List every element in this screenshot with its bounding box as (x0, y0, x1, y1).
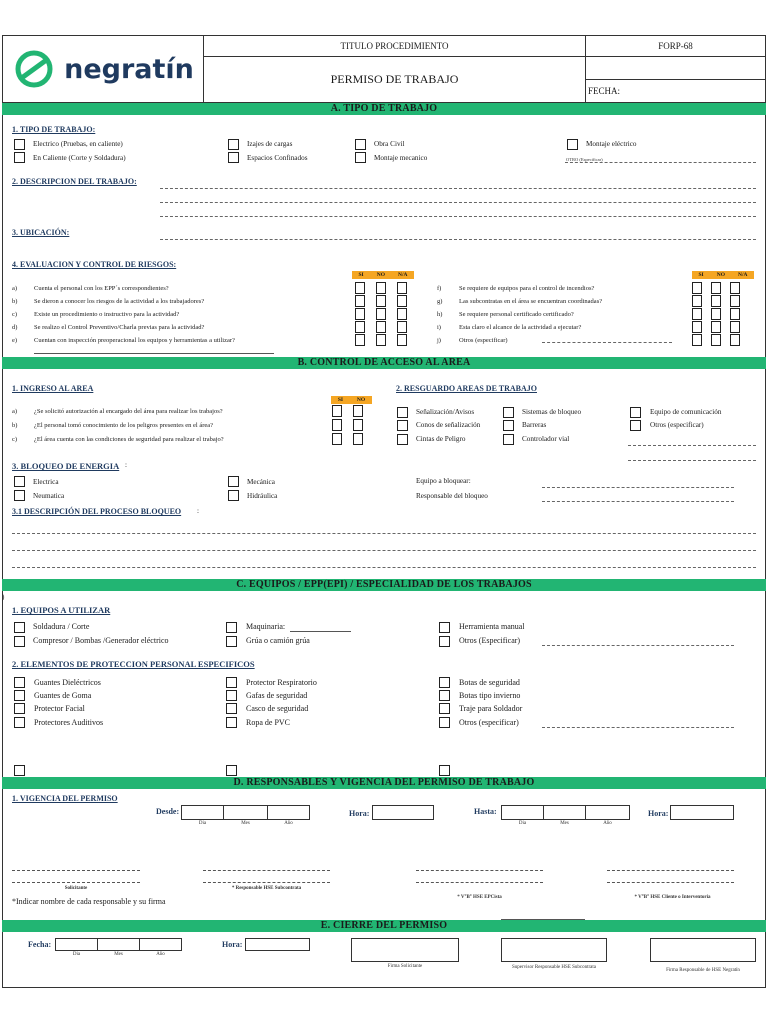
answer-checkbox[interactable] (397, 321, 407, 333)
sig-hse-subcontrata-line (203, 882, 330, 883)
checkbox-soldadura[interactable] (14, 622, 25, 633)
ano-label: Año (284, 821, 293, 826)
option-label: Electrica (33, 478, 59, 486)
sig-hse-epcista-line (416, 882, 543, 883)
checkbox-compresor[interactable] (14, 636, 25, 647)
option-label: Neumatica (33, 492, 65, 500)
otro-label: OTRO (Especificar) (566, 157, 603, 162)
checkbox-montaje-electrico[interactable] (567, 139, 578, 150)
epp-checkbox[interactable] (226, 717, 237, 728)
checkbox-electrica[interactable] (14, 476, 25, 487)
option-label: Otros (Especificar) (459, 636, 521, 645)
option-label: Otros (especificar) (650, 421, 704, 429)
ubicacion-field[interactable] (160, 228, 756, 240)
vigencia-heading: 1. VIGENCIA DEL PERMISO (12, 794, 118, 803)
checkbox-confinados[interactable] (228, 152, 239, 163)
question-text: Cuentan con inspección preoperacional los equipos y herramientas a utilizar? (34, 337, 235, 344)
tipo-heading: 1. TIPO DE TRABAJO: (12, 125, 96, 134)
section-e-bar: E. CIERRE DEL PERMISO (2, 920, 766, 932)
sig-hse-subcontrata-label: * Responsable HSE Subcontrata (231, 886, 302, 891)
checkbox-extra-1[interactable] (14, 765, 25, 776)
option-label: Izajes de cargas (247, 140, 293, 148)
epp-label: Guantes Dieléctricos (34, 678, 101, 687)
question-key: a) (12, 408, 18, 415)
checkbox-otros-resguardo[interactable] (630, 420, 641, 431)
question-text: ¿El área cuenta con las condiciones de seguridad para realizar el trabajo? (34, 436, 224, 443)
descripcion-field-1[interactable] (160, 177, 756, 189)
answer-checkbox[interactable] (730, 295, 740, 307)
answer-checkbox[interactable] (376, 334, 386, 346)
answer-checkbox[interactable] (711, 282, 721, 294)
answer-checkbox[interactable] (355, 282, 365, 294)
answer-checkbox[interactable] (376, 321, 386, 333)
col-no: NO (356, 397, 366, 403)
epp-checkbox[interactable] (14, 717, 25, 728)
sig-hse-cliente[interactable] (607, 843, 734, 871)
option-label: Herramienta manual (459, 622, 525, 631)
maquinaria-field[interactable] (290, 631, 351, 632)
bloqueo-desc-colon: : (197, 507, 199, 515)
mes-label: Mes (241, 821, 250, 826)
epp-otros-field[interactable] (542, 716, 734, 728)
option-label: Señalización/Avisos (416, 408, 475, 416)
otros-especificar-field[interactable] (542, 332, 672, 343)
option-label: Grúa o camión grúa (246, 636, 310, 645)
checkbox-mecanica[interactable] (228, 476, 239, 487)
option-label: Electrico (Pruebas, en caliente) (33, 140, 123, 148)
desde-label: Desde: (156, 807, 180, 816)
epp-label: Gafas de seguridad (246, 691, 308, 700)
equipos-heading: 1. EQUIPOS A UTILIZAR (12, 605, 111, 615)
brand-name: negratín (64, 53, 194, 85)
question-key: j) (437, 337, 441, 344)
responsable-field[interactable] (542, 490, 734, 502)
resguardo-heading: 2. RESGUARDO AREAS DE TRABAJO (396, 384, 537, 393)
epp-label: Protector Respiratorio (246, 678, 317, 687)
checkbox-maquinaria[interactable] (226, 622, 237, 633)
option-label: Sistemas de bloqueo (522, 408, 582, 416)
col-si: SI (698, 272, 704, 278)
question-text: Las subcontratas en el área se encuentran coordinadas? (459, 298, 603, 305)
question-key: d) (12, 324, 18, 331)
descripcion-heading: 2. DESCRIPCION DEL TRABAJO: (12, 177, 137, 186)
ano-label: Año (603, 821, 612, 826)
option-label: Hidráulica (247, 492, 278, 500)
answer-checkbox[interactable] (355, 334, 365, 346)
sig-hse-subcontrata[interactable] (203, 843, 330, 871)
answer-checkbox[interactable] (711, 308, 721, 320)
answer-checkbox[interactable] (355, 295, 365, 307)
answer-checkbox[interactable] (711, 321, 721, 333)
question-key: c) (12, 436, 18, 443)
question-key: e) (12, 337, 18, 344)
answer-checkbox[interactable] (730, 308, 740, 320)
question-key: b) (12, 298, 18, 305)
answer-checkbox[interactable] (692, 295, 702, 307)
checkbox-montaje-mecanico[interactable] (355, 152, 366, 163)
epp-checkbox[interactable] (14, 677, 25, 688)
bloqueo-colon: : (125, 461, 127, 469)
answer-checkbox[interactable] (376, 308, 386, 320)
bloqueo-desc-field-1[interactable] (12, 520, 756, 534)
firma-negratin-label: Firma Responsable de HSE Negratín (666, 968, 740, 973)
option-label: Equipo de comunicación (650, 408, 722, 416)
cierre-hora-field[interactable] (245, 938, 310, 951)
page-title: PERMISO DE TRABAJO (203, 56, 586, 103)
question-text: Esta claro el alcance de la actividad a ejecutar? (459, 324, 582, 331)
question-key: b) (12, 422, 18, 429)
hasta-mes-field[interactable] (543, 805, 586, 820)
hora-label: Hora: (648, 809, 669, 818)
ano-label: Año (156, 952, 165, 957)
checkbox-extra-3[interactable] (439, 765, 450, 776)
col-na: N/A (397, 272, 408, 278)
desde-mes-field[interactable] (223, 805, 268, 820)
cierre-hora-label: Hora: (222, 940, 243, 949)
option-label: En Caliente (Corte y Soldadura) (33, 154, 126, 162)
answer-checkbox[interactable] (332, 405, 342, 417)
hasta-dia-field[interactable] (501, 805, 544, 820)
checkbox-izajes[interactable] (228, 139, 239, 150)
firma-negratin-box[interactable] (650, 938, 756, 962)
mes-label: Mes (114, 952, 123, 957)
checkbox-caliente[interactable] (14, 152, 25, 163)
resguardo-otros-field-1[interactable] (628, 434, 756, 446)
checkbox-barreras[interactable] (503, 420, 514, 431)
answer-checkbox[interactable] (355, 308, 365, 320)
col-si: SI (358, 272, 364, 278)
epp-checkbox[interactable] (14, 690, 25, 701)
section-d-bar: D. RESPONSABLES Y VIGENCIA DEL PERMISO DE TRABAJO (2, 777, 766, 789)
ubicacion-heading: 3. UBICACIÓN: (12, 228, 70, 237)
answer-checkbox[interactable] (692, 321, 702, 333)
firma-supervisor-box[interactable] (501, 938, 607, 962)
desde-dia-field[interactable] (181, 805, 224, 820)
doc-code: FORP-68 (585, 35, 766, 57)
checkbox-hidraulica[interactable] (228, 490, 239, 501)
negratin-logo-icon (12, 49, 58, 89)
firma-solicitante-box[interactable] (351, 938, 459, 962)
epp-label: Otros (especificar) (459, 718, 519, 727)
section-a-bar: A. TIPO DE TRABAJO (2, 103, 766, 115)
dia-label: Dia (518, 821, 527, 826)
section-c-bar: C. EQUIPOS / EPP(EPI) / ESPECIALIDAD DE LOS TRABAJOS (2, 579, 766, 591)
answer-checkbox[interactable] (397, 308, 407, 320)
hasta-label: Hasta: (474, 807, 497, 816)
cierre-dia-field[interactable] (55, 938, 98, 951)
option-label: Cintas de Peligro (416, 435, 466, 443)
dia-label: Dia (72, 952, 81, 957)
epp-label: Botas tipo invierno (459, 691, 521, 700)
col-si: SI (337, 397, 344, 403)
option-label: Soldadura / Corte (33, 622, 90, 631)
answer-checkbox[interactable] (353, 405, 363, 417)
riesgos-left-header (352, 271, 414, 279)
answer-checkbox[interactable] (692, 334, 702, 346)
epp-checkbox[interactable] (439, 703, 450, 714)
firma-solicitante-label: Firma Solicitante (387, 964, 423, 969)
question-key: h) (437, 311, 443, 318)
question-text: Se realizo el Control Preventivo/Charla previas para la actividad? (34, 324, 205, 331)
epp-heading: 2. ELEMENTOS DE PROTECCION PERSONAL ESPECIFICOS (12, 659, 255, 669)
option-label: Obra Civil (374, 140, 405, 148)
dia-label: Dia (198, 821, 207, 826)
riesgos-underline (34, 353, 274, 354)
question-key: c) (12, 311, 18, 318)
sig-hse-epcista-label: * V°B° HSE EPCista (457, 895, 502, 900)
col-no: NO (376, 272, 385, 278)
answer-checkbox[interactable] (692, 282, 702, 294)
answer-checkbox[interactable] (397, 282, 407, 294)
sig-hse-epcista[interactable] (416, 843, 543, 871)
question-key: g) (437, 298, 443, 305)
checkbox-cintas[interactable] (397, 434, 408, 445)
answer-checkbox[interactable] (730, 282, 740, 294)
epp-label: Traje para Soldador (459, 704, 523, 713)
section-b-bar: B. CONTROL DE ACCESO AL AREA (2, 357, 766, 369)
epp-label: Botas de seguridad (459, 678, 520, 687)
question-key: f) (437, 285, 442, 292)
col-na: N/A (737, 272, 748, 278)
cierre-fecha-label: Fecha: (28, 940, 52, 949)
question-text: Otros (especificar) (459, 337, 508, 344)
checkbox-grua[interactable] (226, 636, 237, 647)
answer-checkbox[interactable] (711, 295, 721, 307)
riesgos-right-header (692, 271, 754, 279)
hora-label: Hora: (349, 809, 370, 818)
checkbox-obra-civil[interactable] (355, 139, 366, 150)
option-label: Maquinaria: (246, 622, 286, 631)
responsable-label: Responsable del bloqueo (416, 492, 488, 500)
equipo-label: Equipo a bloquear: (416, 477, 471, 485)
option-label: Espacios Confinados (247, 154, 308, 162)
question-text: Se requiere personal certificado certificado? (459, 311, 574, 318)
answer-checkbox[interactable] (353, 433, 363, 445)
answer-checkbox[interactable] (332, 419, 342, 431)
firma-supervisor-label: Supervisor Responsable HSE Subcontrata (511, 965, 597, 970)
epp-label: Guantes de Goma (34, 691, 92, 700)
sig-hse-cliente-label: * V°B° HSE Cliente o Interventoria (634, 895, 711, 900)
epp-label: Casco de seguridad (246, 704, 309, 713)
epp-label: Protectores Auditivos (34, 718, 104, 727)
answer-checkbox[interactable] (376, 295, 386, 307)
question-text: ¿Se solicitó autorización al encargado del área para realizar los trabajos? (34, 408, 223, 415)
option-label: Montaje eléctrico (586, 140, 637, 148)
checkbox-herramienta-manual[interactable] (439, 622, 450, 633)
answer-checkbox[interactable] (711, 334, 721, 346)
hora-desde-field[interactable] (372, 805, 434, 820)
resguardo-otros-field-2[interactable] (628, 449, 756, 461)
epp-checkbox[interactable] (226, 703, 237, 714)
bloqueo-heading: 3. BLOQUEO DE ENERGIA (12, 461, 120, 471)
answer-checkbox[interactable] (730, 334, 740, 346)
question-text: Cuenta el personal con los EPP´s correspondientes? (34, 285, 169, 292)
option-label: Controlador vial (522, 435, 570, 443)
riesgos-heading: 4. EVALUACION Y CONTROL DE RIESGOS: (12, 260, 177, 269)
epp-checkbox[interactable] (439, 717, 450, 728)
option-label: Barreras (522, 421, 547, 429)
ingreso-header (331, 396, 372, 404)
header-blank (585, 56, 766, 80)
mes-label: Mes (560, 821, 569, 826)
checkbox-extra-2[interactable] (226, 765, 237, 776)
question-text: Se dieron a conocer los riesgos de la actividad a los trabajadores? (34, 298, 205, 305)
question-text: ¿El personal tomó conocimiento de los peligros presentes en el área? (34, 422, 214, 429)
answer-checkbox[interactable] (397, 334, 407, 346)
desde-ano-field[interactable] (267, 805, 310, 820)
answer-checkbox[interactable] (692, 308, 702, 320)
bloqueo-desc-heading: 3.1 DESCRIPCIÓN DEL PROCESO BLOQUEO (12, 507, 182, 516)
date-field[interactable] (585, 79, 766, 103)
cierre-mes-field[interactable] (97, 938, 140, 951)
stray-mark: ) (2, 593, 5, 601)
answer-checkbox[interactable] (355, 321, 365, 333)
checkbox-equipo-comunicacion[interactable] (630, 407, 641, 418)
checkbox-neumatica[interactable] (14, 490, 25, 501)
bloqueo-desc-field-2[interactable] (12, 537, 756, 551)
hora-hasta-field[interactable] (670, 805, 734, 820)
equipos-otros-field[interactable] (542, 634, 734, 646)
sig-solicitante[interactable] (12, 843, 140, 871)
ingreso-heading: 1. INGRESO AL AREA (12, 384, 94, 393)
descripcion-field-3[interactable] (160, 205, 756, 217)
bloqueo-desc-field-3[interactable] (12, 554, 756, 568)
option-label: Compresor / Bombas /Generador eléctrico (33, 636, 169, 645)
hasta-ano-field[interactable] (585, 805, 630, 820)
option-label: Mecánica (247, 478, 275, 486)
descripcion-field-2[interactable] (160, 191, 756, 203)
cierre-ano-field[interactable] (139, 938, 182, 951)
epp-label: Ropa de PVC (246, 718, 290, 727)
question-key: i) (437, 324, 441, 331)
logo-cell (2, 35, 204, 103)
date-label: FECHA: (588, 86, 621, 96)
epp-checkbox[interactable] (14, 703, 25, 714)
equipo-field[interactable] (542, 476, 734, 488)
checkbox-electrico[interactable] (14, 139, 25, 150)
answer-checkbox[interactable] (353, 419, 363, 431)
checkbox-sistemas-bloqueo[interactable] (503, 407, 514, 418)
answer-checkbox[interactable] (730, 321, 740, 333)
col-no: NO (716, 272, 725, 278)
answer-checkbox[interactable] (376, 282, 386, 294)
checkbox-conos[interactable] (397, 420, 408, 431)
question-text: Existe un procedimiento o instructivo para la actividad? (34, 311, 180, 318)
question-text: Se requiere de equipos para el control de incendios? (459, 285, 595, 292)
epp-label: Protector Facial (34, 704, 85, 713)
option-label: Conos de señalización (416, 421, 481, 429)
sig-solicitante-label: Solicitante (64, 886, 88, 891)
checkbox-otros-equipos[interactable] (439, 636, 450, 647)
vigencia-note: *Indicar nombre de cada responsable y su firma (12, 897, 166, 906)
question-key: a) (12, 285, 18, 292)
answer-checkbox[interactable] (397, 295, 407, 307)
sig-hse-cliente-line (607, 882, 734, 883)
checkbox-senalizacion[interactable] (397, 407, 408, 418)
epp-checkbox[interactable] (226, 677, 237, 688)
checkbox-controlador-vial[interactable] (503, 434, 514, 445)
epp-checkbox[interactable] (439, 677, 450, 688)
option-label: Montaje mecanico (374, 154, 428, 162)
sig-solicitante-line (12, 882, 140, 883)
doc-type-label: TITULO PROCEDIMIENTO (203, 35, 586, 57)
epp-checkbox[interactable] (226, 690, 237, 701)
epp-checkbox[interactable] (439, 690, 450, 701)
answer-checkbox[interactable] (332, 433, 342, 445)
